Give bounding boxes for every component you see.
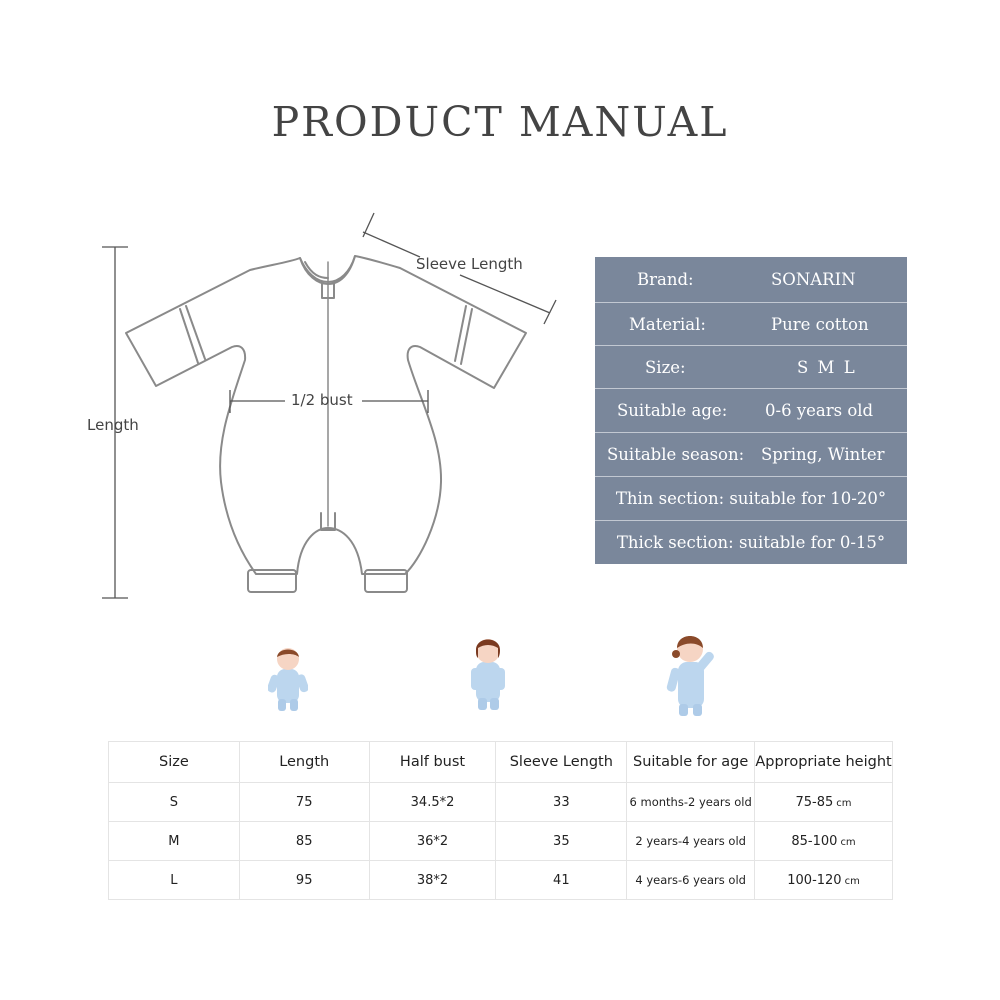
spec-label: Suitable season: — [607, 445, 745, 464]
cell-sleeve: 33 — [496, 783, 627, 822]
spec-label: Material: — [629, 314, 706, 334]
height-unit: cm — [844, 875, 860, 887]
height-unit: cm — [836, 797, 852, 809]
cell-length: 75 — [239, 783, 369, 822]
cell-height — [755, 783, 893, 822]
spec-label: Suitable age: — [617, 401, 728, 420]
child-illustration-small — [268, 645, 308, 713]
sleeve-length-label: Sleeve Length — [416, 255, 523, 273]
spec-row-size — [595, 346, 907, 389]
table-row — [109, 861, 893, 900]
spec-label: Brand: — [637, 270, 694, 289]
size-table — [108, 741, 893, 900]
length-label: Length — [87, 416, 139, 434]
header-height: Appropriate height — [755, 742, 893, 783]
cell-half-bust: 34.5*2 — [369, 783, 496, 822]
spec-row-season — [595, 433, 907, 477]
header-sleeve-length: Sleeve Length — [496, 742, 627, 783]
half-bust-label: 1/2 bust — [291, 391, 353, 409]
cell-size: M — [109, 822, 240, 861]
spec-row-thin — [595, 477, 907, 521]
spec-row-material — [595, 303, 907, 346]
cell-height — [755, 861, 893, 900]
spec-row-thick — [595, 521, 907, 564]
height-value: 75-85 — [795, 794, 834, 810]
table-header-row — [109, 742, 893, 783]
spec-row-age — [595, 389, 907, 433]
height-value: 100-120 — [787, 872, 842, 888]
height-unit: cm — [840, 836, 856, 848]
cell-half-bust: 38*2 — [369, 861, 496, 900]
spec-label: Thick section: suitable for 0-15° — [616, 533, 886, 552]
header-half-bust: Half bust — [369, 742, 496, 783]
page-title: PRODUCT MANUAL — [271, 98, 729, 146]
height-value: 85-100 — [791, 833, 838, 849]
cell-age: 6 months-2 years old — [627, 783, 755, 822]
header-length: Length — [239, 742, 369, 783]
cell-half-bust: 36*2 — [369, 822, 496, 861]
cell-sleeve: 41 — [496, 861, 627, 900]
spec-value: Spring, Winter — [761, 445, 885, 464]
table-row — [109, 822, 893, 861]
spec-value: SONARIN — [771, 270, 856, 289]
child-illustration-medium — [468, 636, 508, 712]
cell-length: 95 — [239, 861, 369, 900]
cell-age: 4 years-6 years old — [627, 861, 755, 900]
cell-size: S — [109, 783, 240, 822]
garment-outline — [126, 256, 526, 574]
cell-height — [755, 822, 893, 861]
spec-label: Thin section: suitable for 10-20° — [615, 489, 887, 508]
cell-sleeve: 35 — [496, 822, 627, 861]
header-size: Size — [109, 742, 240, 783]
child-illustration-large — [666, 632, 720, 718]
table-row — [109, 783, 893, 822]
spec-table — [595, 257, 907, 564]
spec-value: Pure cotton — [771, 314, 869, 334]
spec-label: Size: — [645, 357, 686, 377]
header-age: Suitable for age — [627, 742, 755, 783]
spec-value: 0-6 years old — [765, 401, 874, 420]
cell-age: 2 years-4 years old — [627, 822, 755, 861]
spec-value: S M L — [797, 357, 857, 377]
spec-row-brand — [595, 257, 907, 303]
cell-length: 85 — [239, 822, 369, 861]
cell-size: L — [109, 861, 240, 900]
